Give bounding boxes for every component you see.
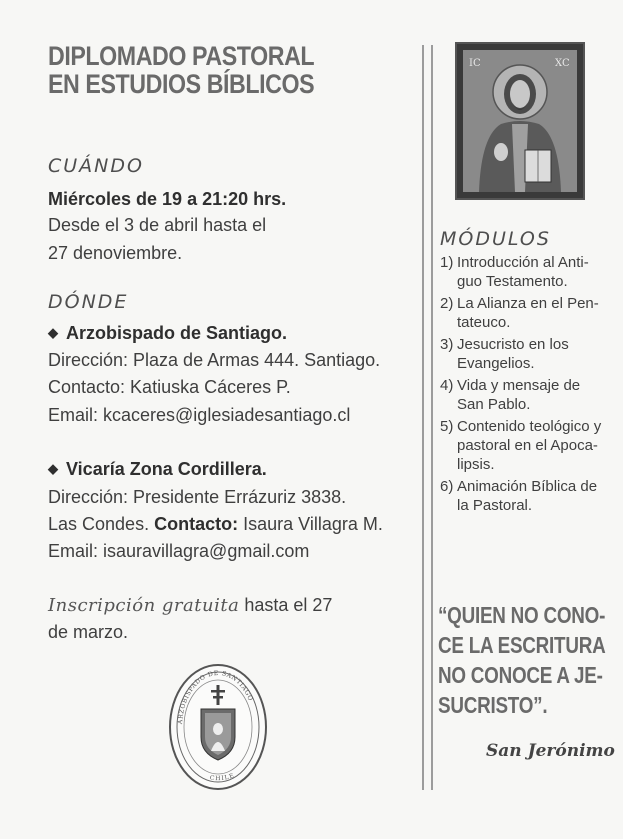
module-number: 1) — [440, 254, 454, 271]
quote-line: SUCRISTO”. — [438, 692, 548, 718]
cuando-line-1: Desde el 3 de abril hasta el — [48, 215, 267, 235]
cuando-schedule: Miércoles de 19 a 21:20 hrs. — [48, 189, 287, 209]
place2-contact-label: Contacto: — [154, 514, 239, 534]
place2-email: Email: isauravillagra@gmail.com — [48, 541, 310, 561]
quote-line: NO CONOCE A JE- — [438, 662, 603, 688]
donde-heading: DÓNDE — [48, 291, 129, 313]
quote-block — [438, 600, 614, 720]
archdiocese-seal — [168, 663, 268, 791]
quote-line: “QUIEN NO CONO- — [438, 602, 606, 628]
list-item — [440, 335, 615, 373]
module-line: Jesucristo en los — [457, 336, 569, 353]
place1-email: Email: kcaceres@iglesiadesantiago.cl — [48, 405, 351, 425]
module-text — [457, 376, 580, 414]
module-line: Animación Bíblica de — [457, 478, 598, 495]
cuando-line-2: 27 denoviembre. — [48, 243, 183, 263]
title-line-2: EN ESTUDIOS BÍBLICOS — [48, 69, 315, 99]
seal-top-text: ARZOBISPADO DE SANTIAGO — [177, 669, 255, 725]
place2-address: Dirección: Presidente Errázuriz 3838. — [48, 487, 347, 507]
place1-address: Dirección: Plaza de Armas 444. Santiago. — [48, 350, 381, 370]
module-number: 3) — [440, 336, 454, 353]
module-line: San Pablo. — [457, 396, 531, 413]
list-item — [440, 294, 615, 332]
quote-line: CE LA ESCRITURA — [438, 632, 606, 658]
icon-left-letters: IC — [469, 58, 481, 69]
module-line: Introducción al Anti- — [457, 254, 589, 271]
title-line-1: DIPLOMADO PASTORAL — [48, 41, 315, 71]
module-line: Vida y mensaje de — [457, 377, 581, 394]
inscripcion-line-2: de marzo. — [48, 622, 129, 642]
place2-name-row — [48, 456, 267, 482]
list-item — [440, 376, 615, 414]
place1-name-row — [48, 320, 287, 346]
quote-author: San Jerónimo — [486, 741, 615, 761]
place1-name: Arzobispado de Santiago. — [66, 323, 288, 343]
place2-contact-name: Isaura Villagra M. — [243, 514, 383, 534]
place2-name: Vicaría Zona Cordillera. — [66, 459, 267, 479]
module-number: 4) — [440, 377, 454, 394]
module-text — [457, 335, 569, 373]
module-line: lipsis. — [457, 456, 495, 473]
module-number: 5) — [440, 418, 454, 435]
module-line: Evangelios. — [457, 355, 535, 372]
inscripcion-rest: hasta el 27 — [244, 595, 333, 615]
christ-icon-image — [455, 42, 585, 200]
module-text — [457, 294, 599, 332]
place1-contact: Contacto: Katiuska Cáceres P. — [48, 377, 291, 397]
modulos-list — [440, 253, 615, 518]
modulos-heading: MÓDULOS — [440, 228, 551, 250]
module-line: guo Testamento. — [457, 273, 568, 290]
inscripcion-row — [48, 592, 332, 619]
list-item — [440, 253, 615, 291]
place2-contact-row — [48, 511, 383, 537]
module-number: 6) — [440, 478, 454, 495]
module-line: pastoral en el Apoca- — [457, 437, 598, 454]
module-line: La Alianza en el Pen- — [457, 295, 599, 312]
module-text — [457, 417, 601, 474]
list-item — [440, 477, 615, 515]
module-number: 2) — [440, 295, 454, 312]
cuando-heading: CUÁNDO — [48, 155, 144, 177]
module-line: Contenido teológico y — [457, 418, 602, 435]
christ-pantocrator-icon — [457, 44, 583, 198]
column-divider — [422, 45, 433, 790]
module-line: tateuco. — [457, 314, 511, 331]
module-text — [457, 477, 597, 515]
flyer-title — [48, 42, 314, 98]
bullet-icon: ◆ — [48, 461, 58, 476]
seal-bottom-text: CHILE — [209, 771, 236, 783]
inscripcion-script: Inscripción gratuita — [48, 595, 240, 616]
module-text — [457, 253, 589, 291]
icon-right-letters: XC — [555, 58, 570, 69]
place2-city: Las Condes. — [48, 514, 150, 534]
bullet-icon: ◆ — [48, 325, 58, 340]
module-line: la Pastoral. — [457, 497, 533, 514]
list-item — [440, 417, 615, 474]
